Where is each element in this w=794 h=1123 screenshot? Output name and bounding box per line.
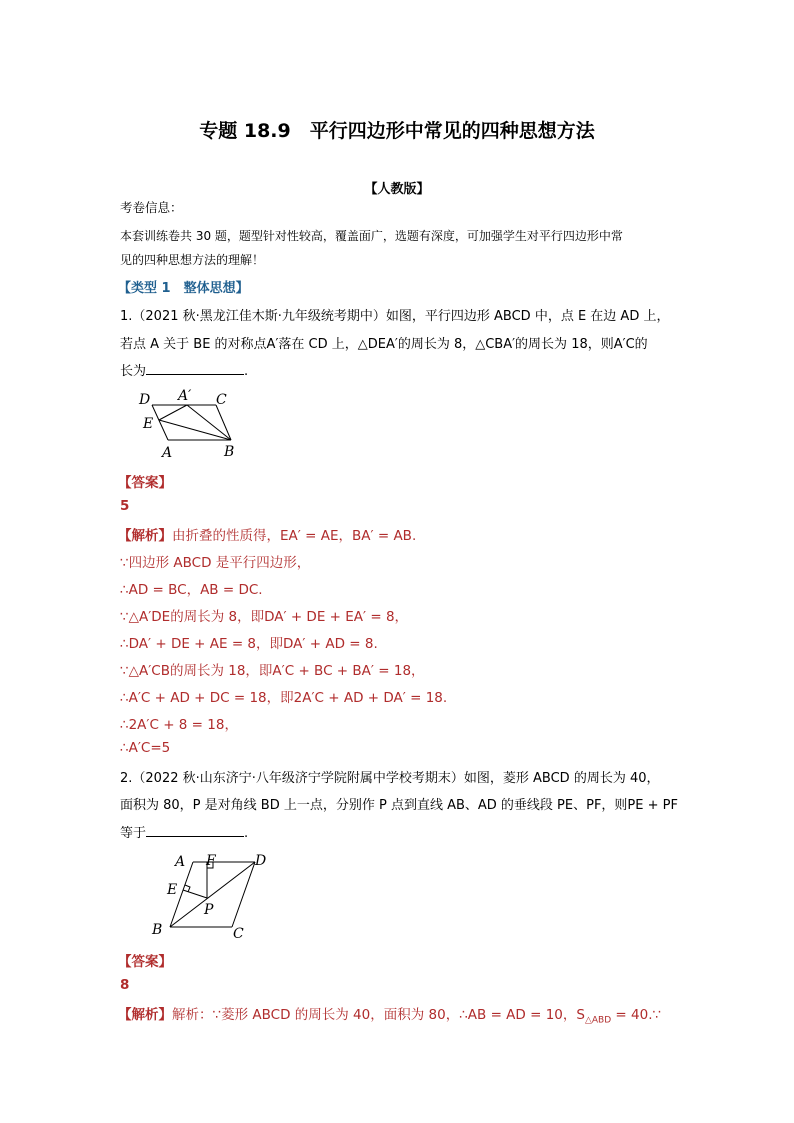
q2-edge-dc <box>232 862 255 927</box>
info-label: 考卷信息： <box>120 200 183 215</box>
q2-label-b: B <box>152 922 163 938</box>
q1-solution-line-8: ∴2A′C + 8 = 18， <box>120 717 238 733</box>
q1-solution-line-3: ∴AD = BC，AB = DC. <box>120 582 263 598</box>
q2-label-p: P <box>204 902 214 918</box>
section-heading: 【类型 1 整体思想】 <box>118 281 249 296</box>
q2-line-3-end: . <box>244 826 249 841</box>
q1-label-b: B <box>224 444 235 460</box>
q2-segment-pe <box>183 890 207 898</box>
q1-label-a-prime: A′ <box>178 388 192 404</box>
q1-segment-eb <box>159 420 231 440</box>
q2-solution-subscript: △ABD <box>584 1015 612 1026</box>
q1-line-3 <box>120 360 248 379</box>
q2-label-e: E <box>167 882 178 898</box>
q1-line-3-text: 长为 <box>120 364 147 379</box>
q1-answer-value: 5 <box>120 498 130 514</box>
q1-solution-line-4: ∵△A′DE的周长为 8，即DA′ + DE + EA′ = 8， <box>120 609 409 625</box>
q1-label-d: D <box>139 392 151 408</box>
q1-answer-label: 【答案】 <box>118 475 172 491</box>
q2-label-a: A <box>175 854 186 870</box>
q2-answer-label: 【答案】 <box>118 954 172 970</box>
q2-line-3-text: 等于 <box>120 826 147 841</box>
q1-solution-label: 【解析】 <box>118 528 172 544</box>
q1-solution-line-1 <box>118 524 416 544</box>
q2-line-1: 2.（2022 秋·山东济宁·八年级济宁学院附属中学校考期末）如图，菱形 ABCD 的周长为 40， <box>120 771 660 786</box>
q2-label-f: F <box>206 853 216 869</box>
q2-figure <box>150 848 280 940</box>
q1-solution-text-1: 由折叠的性质得，EA′ = AE，BA′ = AB. <box>172 528 417 544</box>
edition-label: 【人教版】 <box>364 182 430 197</box>
q2-answer-blank <box>146 824 244 837</box>
q2-line-3 <box>120 822 248 841</box>
q1-segment-a1b <box>187 405 231 440</box>
q1-solution-line-6: ∵△A′CB的周长为 18，即A′C + BC + BA′ = 18， <box>120 663 425 679</box>
q1-answer-blank <box>146 362 244 375</box>
q2-line-2: 面积为 80，P 是对角线 BD 上一点，分别作 P 点到直线 AB、AD 的垂线段 PE、PF，则PE + PF <box>120 798 678 813</box>
q1-solution-line-7: ∴A′C + AD + DC = 18，即2A′C + AD + DA′ = 18. <box>120 690 448 706</box>
q1-line-1: 1.（2021 秋·黑龙江佳木斯·九年级统考期中）如图，平行四边形 ABCD 中，点 E 在边 AD 上， <box>120 309 670 324</box>
q1-line-2: 若点 A 关于 BE 的对称点A′落在 CD 上，△DEA′的周长为 8，△CBA′的周长为 18，则A′C的 <box>120 337 648 352</box>
q1-label-e: E <box>143 416 154 432</box>
info-line-1: 本套训练卷共 30 题，题型针对性较高，覆盖面广，选题有深度，可加强学生对平行四边形中常 <box>120 229 623 243</box>
q1-solution-line-5: ∴DA′ + DE + AE = 8，即DA′ + AD = 8. <box>120 636 378 652</box>
q1-label-c: C <box>216 392 227 408</box>
q1-solution-line-2: ∵四边形 ABCD 是平行四边形， <box>120 555 311 571</box>
q1-edge-ad <box>152 405 168 440</box>
q2-label-d: D <box>255 853 267 869</box>
q1-segment-ea1 <box>159 405 187 420</box>
q2-solution-label: 【解析】 <box>118 1007 172 1023</box>
q2-label-c: C <box>233 926 244 940</box>
info-line-2: 见的四种思想方法的理解！ <box>120 253 265 267</box>
q1-edge-cb <box>216 405 231 440</box>
q1-label-a: A <box>162 445 173 461</box>
q1-line-3-end: . <box>244 364 249 379</box>
q1-figure <box>130 385 250 465</box>
q2-solution-line-1 <box>118 1003 661 1026</box>
q2-solution-text-1-end: = 40.∵ <box>611 1007 662 1023</box>
q1-solution-line-9: ∴A′C=5 <box>120 740 171 756</box>
q2-solution-text-1: 解析：∵菱形 ABCD 的周长为 40，面积为 80，∴AB = AD = 10，S <box>172 1007 585 1023</box>
page-title: 专题 18.9 平行四边形中常见的四种思想方法 <box>199 120 595 142</box>
q2-answer-value: 8 <box>120 977 130 993</box>
